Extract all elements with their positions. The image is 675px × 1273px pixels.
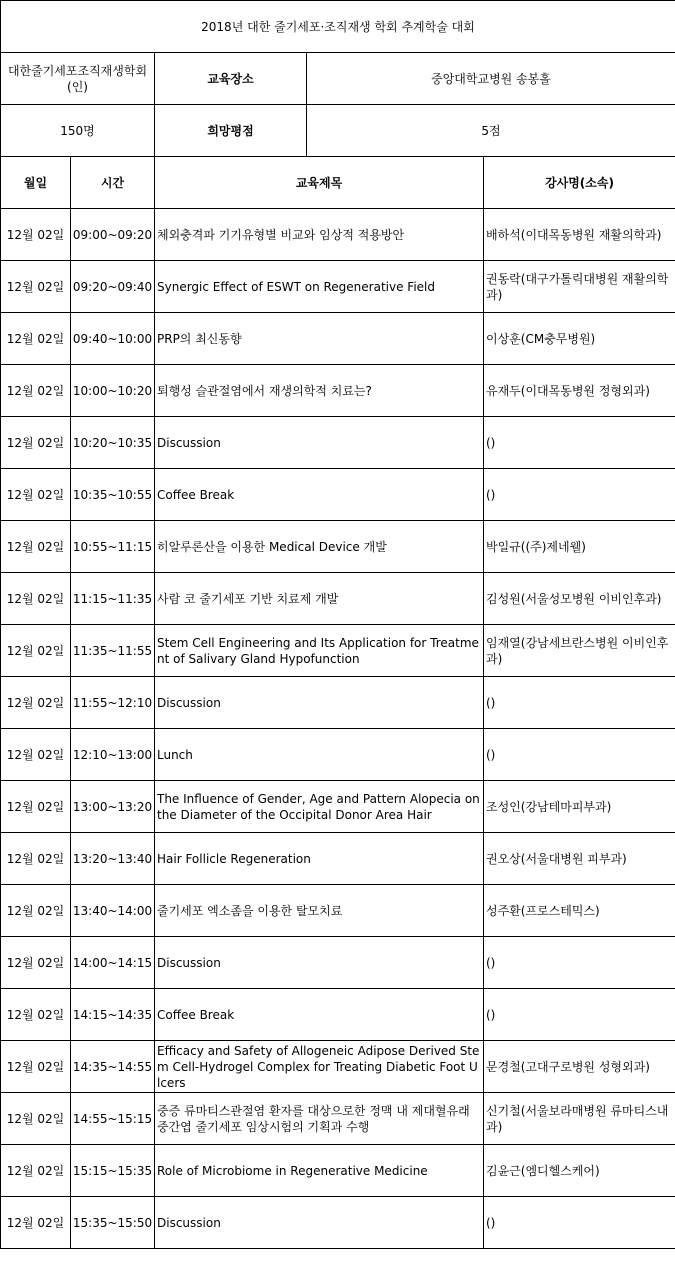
table-row	[1, 313, 675, 365]
row-time: 13:40~14:00	[71, 885, 155, 937]
title-row	[1, 1, 675, 53]
row-lecturer: ()	[484, 469, 675, 521]
table-row	[1, 469, 675, 521]
table-row	[1, 885, 675, 937]
row-time: 09:20~09:40	[71, 261, 155, 313]
row-time: 10:35~10:55	[71, 469, 155, 521]
table-row	[1, 417, 675, 469]
venue-value: 중앙대학교병원 송봉홀	[307, 53, 675, 105]
row-time: 14:15~14:35	[71, 989, 155, 1041]
row-date: 12월 02일	[1, 1145, 71, 1197]
row-subject: PRP의 최신동향	[155, 313, 484, 365]
row-subject: Coffee Break	[155, 989, 484, 1041]
row-date: 12월 02일	[1, 781, 71, 833]
row-time: 14:00~14:15	[71, 937, 155, 989]
table-row	[1, 937, 675, 989]
row-subject: Hair Follicle Regeneration	[155, 833, 484, 885]
row-lecturer: ()	[484, 677, 675, 729]
header-subject: 교육제목	[155, 157, 484, 209]
row-subject: Discussion	[155, 937, 484, 989]
row-date: 12월 02일	[1, 937, 71, 989]
table-row	[1, 989, 675, 1041]
row-lecturer: ()	[484, 989, 675, 1041]
row-date: 12월 02일	[1, 1197, 71, 1249]
row-time: 09:00~09:20	[71, 209, 155, 261]
row-date: 12월 02일	[1, 677, 71, 729]
row-lecturer: 조성인(강남테마피부과)	[484, 781, 675, 833]
page-title: 2018년 대한 줄기세포·조직재생 학회 추계학술 대회	[1, 1, 675, 53]
row-subject: Discussion	[155, 677, 484, 729]
header-lecturer: 강사명(소속)	[484, 157, 675, 209]
row-lecturer: 배하석(이대목동병원 재활의학과)	[484, 209, 675, 261]
row-lecturer: ()	[484, 417, 675, 469]
row-lecturer: 권오상(서울대병원 피부과)	[484, 833, 675, 885]
table-row	[1, 261, 675, 313]
row-time: 11:15~11:35	[71, 573, 155, 625]
row-date: 12월 02일	[1, 833, 71, 885]
table-row	[1, 781, 675, 833]
row-lecturer: 성주환(프로스테믹스)	[484, 885, 675, 937]
row-subject: Coffee Break	[155, 469, 484, 521]
row-time: 14:35~14:55	[71, 1041, 155, 1093]
row-time: 10:20~10:35	[71, 417, 155, 469]
header-date: 월일	[1, 157, 71, 209]
row-date: 12월 02일	[1, 417, 71, 469]
row-date: 12월 02일	[1, 885, 71, 937]
row-lecturer: ()	[484, 1197, 675, 1249]
table-row	[1, 573, 675, 625]
organizer-cell: 대한줄기세포조직재생학회(인)	[1, 53, 155, 105]
row-lecturer: 권동락(대구가톨릭대병원 재활의학과)	[484, 261, 675, 313]
info-row-venue	[1, 53, 675, 105]
table-row	[1, 729, 675, 781]
row-time: 10:55~11:15	[71, 521, 155, 573]
row-lecturer: ()	[484, 937, 675, 989]
row-subject: Role of Microbiome in Regenerative Medicine	[155, 1145, 484, 1197]
row-subject: Efficacy and Safety of Allogeneic Adipose Derived Stem Cell-Hydrogel Complex for Treating Diabetic Foot Ulcers	[155, 1041, 484, 1093]
row-lecturer: 신기철(서울보라매병원 류마티스내과)	[484, 1093, 675, 1145]
table-row	[1, 1041, 675, 1093]
table-row	[1, 1197, 675, 1249]
row-date: 12월 02일	[1, 1041, 71, 1093]
row-time: 10:00~10:20	[71, 365, 155, 417]
table-row	[1, 209, 675, 261]
row-date: 12월 02일	[1, 469, 71, 521]
row-date: 12월 02일	[1, 625, 71, 677]
table-row	[1, 365, 675, 417]
row-time: 11:35~11:55	[71, 625, 155, 677]
row-lecturer: ()	[484, 729, 675, 781]
row-time: 13:00~13:20	[71, 781, 155, 833]
table-row	[1, 677, 675, 729]
header-time: 시간	[71, 157, 155, 209]
row-time: 12:10~13:00	[71, 729, 155, 781]
table-row	[1, 521, 675, 573]
row-subject: 줄기세포 엑소좀을 이용한 탈모치료	[155, 885, 484, 937]
row-lecturer: 박일규((주)제네웰)	[484, 521, 675, 573]
row-time: 09:40~10:00	[71, 313, 155, 365]
venue-label: 교육장소	[155, 53, 307, 105]
row-time: 15:15~15:35	[71, 1145, 155, 1197]
row-lecturer: 이상훈(CM충무병원)	[484, 313, 675, 365]
row-lecturer: 임재열(강남세브란스병원 이비인후과)	[484, 625, 675, 677]
row-lecturer: 유재두(이대목동병원 정형외과)	[484, 365, 675, 417]
table-row	[1, 1093, 675, 1145]
credit-value: 5점	[307, 105, 675, 157]
row-date: 12월 02일	[1, 573, 71, 625]
row-subject: Stem Cell Engineering and Its Application for Treatment of Salivary Gland Hypofunction	[155, 625, 484, 677]
credit-label: 희망평점	[155, 105, 307, 157]
capacity-cell: 150명	[1, 105, 155, 157]
row-subject: The Influence of Gender, Age and Pattern Alopecia on the Diameter of the Occipital Donor Area Hair	[155, 781, 484, 833]
row-date: 12월 02일	[1, 521, 71, 573]
row-subject: 히알루론산을 이용한 Medical Device 개발	[155, 521, 484, 573]
row-time: 11:55~12:10	[71, 677, 155, 729]
row-date: 12월 02일	[1, 989, 71, 1041]
row-time: 14:55~15:15	[71, 1093, 155, 1145]
table-header-row	[1, 157, 675, 209]
row-time: 15:35~15:50	[71, 1197, 155, 1249]
row-date: 12월 02일	[1, 729, 71, 781]
table-row	[1, 833, 675, 885]
row-subject: 퇴행성 슬관절염에서 재생의학적 치료는?	[155, 365, 484, 417]
row-subject: 체외충격파 기기유형별 비교와 임상적 적용방안	[155, 209, 484, 261]
row-date: 12월 02일	[1, 261, 71, 313]
info-row-credit	[1, 105, 675, 157]
row-lecturer: 김성원(서울성모병원 이비인후과)	[484, 573, 675, 625]
row-subject: 사람 코 줄기세포 기반 치료제 개발	[155, 573, 484, 625]
row-date: 12월 02일	[1, 365, 71, 417]
row-lecturer: 김윤근(엠디헬스케어)	[484, 1145, 675, 1197]
table-row	[1, 625, 675, 677]
row-subject: 중증 류마티스관절염 환자를 대상으로한 정맥 내 제대혈유래 중간엽 줄기세포 임상시험의 기획과 수행	[155, 1093, 484, 1145]
row-subject: Discussion	[155, 1197, 484, 1249]
row-lecturer: 문경철(고대구로병원 성형외과)	[484, 1041, 675, 1093]
table-row	[1, 1145, 675, 1197]
row-date: 12월 02일	[1, 1093, 71, 1145]
row-date: 12월 02일	[1, 209, 71, 261]
row-date: 12월 02일	[1, 313, 71, 365]
row-subject: Lunch	[155, 729, 484, 781]
row-subject: Discussion	[155, 417, 484, 469]
row-time: 13:20~13:40	[71, 833, 155, 885]
row-subject: Synergic Effect of ESWT on Regenerative Field	[155, 261, 484, 313]
